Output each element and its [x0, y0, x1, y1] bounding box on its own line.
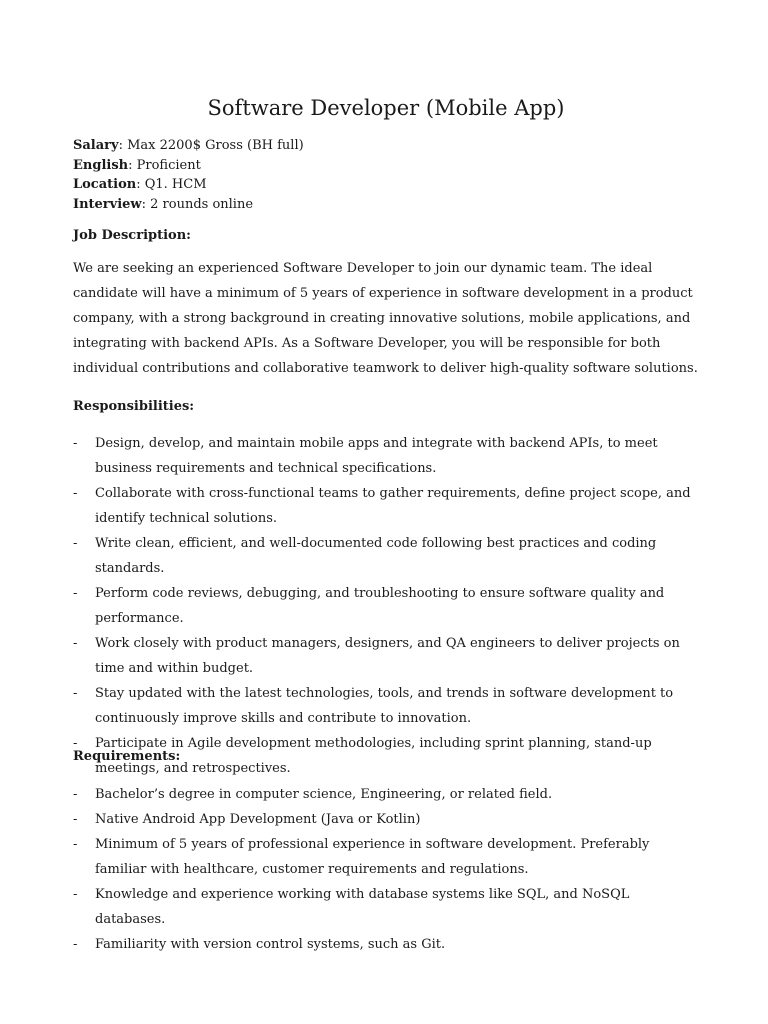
job-description-heading: Job Description: — [73, 228, 191, 243]
list-item — [73, 782, 695, 807]
list-item-text: Minimum of 5 years of professional experience in software development. Preferably familiar with healthcare, customer requirements and regulations. — [95, 837, 650, 877]
bullet-dash: - — [73, 586, 78, 601]
list-item — [73, 832, 695, 882]
list-item-text: Collaborate with cross-functional teams to gather requirements, define project scope, and identify technical solutions. — [95, 486, 691, 526]
list-item — [73, 581, 695, 631]
list-item-text: Bachelor’s degree in computer science, Engineering, or related field. — [95, 787, 553, 802]
meta-english — [73, 156, 713, 176]
bullet-dash: - — [73, 686, 78, 701]
meta-label: Location — [73, 177, 137, 192]
job-description-text: We are seeking an experienced Software Developer to join our dynamic team. The ideal candidate will have a minimum of 5 years of experience in software development in a product company, with a strong background in creating innovative solutions, mobile applications, and integrating with backend APIs. As a Software Developer, you will be responsible for both individual contributions and collaborative teamwork to deliver high-quality software solutions. — [73, 261, 698, 376]
bullet-dash: - — [73, 636, 78, 651]
meta-value: : Proficient — [128, 157, 201, 173]
requirements-list — [73, 782, 713, 957]
responsibilities-heading: Responsibilities: — [73, 399, 195, 414]
meta-salary — [73, 136, 713, 156]
list-item-text: Participate in Agile development methodologies, including sprint planning, stand-up meetings, and retrospectives. — [95, 736, 652, 776]
bullet-dash: - — [73, 812, 78, 827]
list-item — [73, 481, 695, 531]
bullet-dash: - — [73, 486, 78, 501]
list-item — [73, 882, 695, 932]
meta-value: : Q1. HCM — [136, 177, 207, 192]
meta-value: : 2 rounds online — [141, 196, 254, 212]
list-item — [73, 531, 695, 581]
meta-value: : Max 2200$ Gross (BH full) — [118, 138, 304, 153]
meta-label: English — [73, 157, 129, 173]
job-meta — [73, 136, 713, 214]
list-item-text: Knowledge and experience working with database systems like SQL, and NoSQL databases. — [95, 887, 630, 927]
list-item — [73, 807, 695, 832]
list-item-text: Design, develop, and maintain mobile apps and integrate with backend APIs, to meet business requirements and technical specifications. — [95, 436, 658, 476]
list-item-text: Familiarity with version control systems, such as Git. — [95, 937, 446, 952]
list-item-text: Stay updated with the latest technologies, tools, and trends in software development to continuously improve skills and contribute to innovation. — [95, 686, 674, 726]
list-item — [73, 631, 695, 681]
meta-interview — [73, 195, 713, 215]
list-item-text: Perform code reviews, debugging, and troubleshooting to ensure software quality and performance. — [95, 586, 665, 626]
bullet-dash: - — [73, 837, 78, 852]
list-item — [73, 431, 695, 481]
meta-label: Interview — [73, 196, 142, 212]
meta-label: Salary — [73, 138, 119, 153]
list-item-text: Native Android App Development (Java or Kotlin) — [95, 812, 421, 827]
requirements-heading: Requirements: — [73, 749, 181, 764]
list-item-text: Work closely with product managers, designers, and QA engineers to deliver projects on time and within budget. — [95, 636, 680, 676]
bullet-dash: - — [73, 887, 78, 902]
list-item — [73, 932, 695, 957]
bullet-dash: - — [73, 736, 78, 751]
responsibilities-list — [73, 431, 713, 781]
list-item — [73, 681, 695, 731]
bullet-dash: - — [73, 436, 78, 451]
meta-location — [73, 175, 713, 195]
list-item-text: Write clean, efficient, and well-documented code following best practices and coding standards. — [95, 536, 657, 576]
page-title: Software Developer (Mobile App) — [207, 96, 565, 120]
bullet-dash: - — [73, 536, 78, 551]
bullet-dash: - — [73, 937, 78, 952]
bullet-dash: - — [73, 787, 78, 802]
